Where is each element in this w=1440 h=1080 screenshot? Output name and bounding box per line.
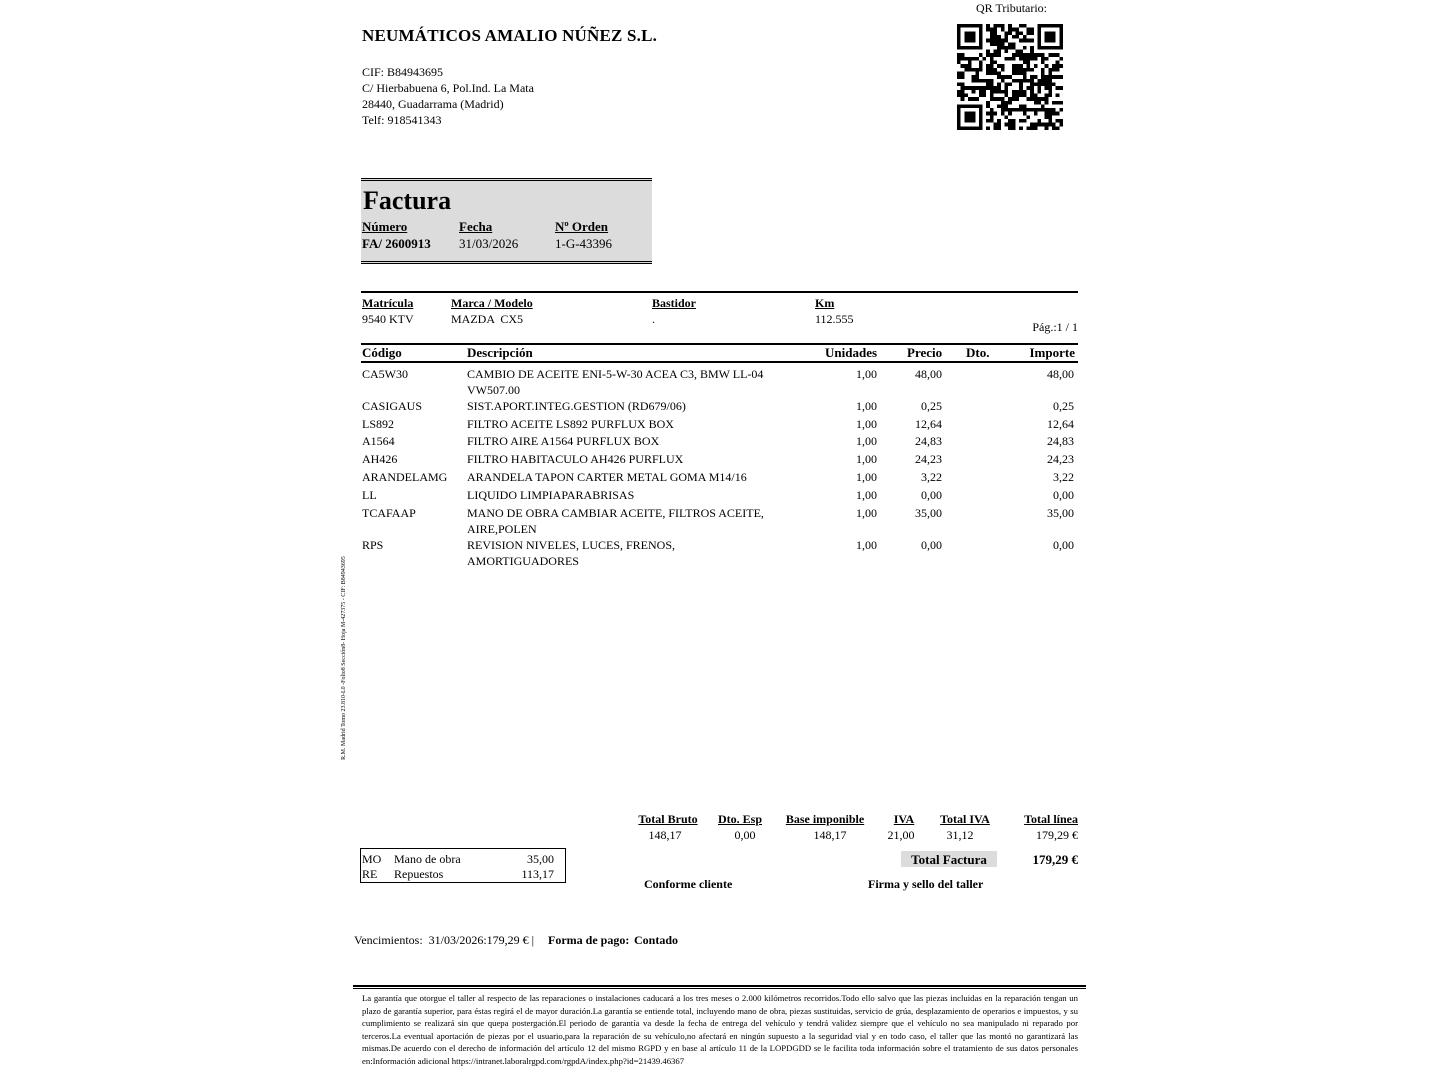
vat-total-label: Total IVA	[940, 812, 990, 826]
line-description: FILTRO AIRE A1564 PURFLUX BOX	[467, 434, 660, 448]
line-amount: 0,00	[1053, 488, 1074, 502]
legal-top-rule-2	[353, 988, 1086, 989]
vehicle-top-rule	[361, 291, 1078, 293]
breakdown-label: Mano de obra	[394, 852, 461, 866]
line-amount: 24,23	[1047, 452, 1074, 466]
due-dates: Vencimientos: 31/03/2026:179,29 € |	[354, 933, 535, 947]
line-price: 48,00	[915, 367, 942, 381]
line-code: RPS	[362, 538, 384, 552]
km-value: 112.555	[815, 312, 854, 326]
line-description: SIST.APORT.INTEG.GESTION (RD679/06)	[467, 399, 686, 413]
line-units: 1,00	[856, 367, 877, 381]
payment-method-label: Forma de pago:	[548, 933, 630, 947]
line-description: ARANDELA TAPON CARTER METAL GOMA M14/16	[467, 470, 747, 484]
invoice-number-label: Número	[362, 219, 408, 234]
line-units: 1,00	[856, 452, 877, 466]
gross-total-value: 148,17	[648, 828, 682, 842]
breakdown-value: 35,00	[527, 852, 554, 866]
page-indicator: Pág.:1 / 1	[1032, 320, 1078, 334]
invoice-date-label: Fecha	[459, 219, 493, 234]
client-signature-label: Conforme cliente	[644, 877, 733, 891]
company-cif: CIF: B84943695	[362, 65, 444, 79]
payment-method: Contado	[634, 933, 679, 947]
taxable-base-value: 148,17	[813, 828, 847, 842]
line-total-label: Total línea	[1024, 812, 1078, 826]
legal-terms: La garantía que otorgue el taller al respecto de las reparaciones o instalaciones caducará a los tres meses o 2.000 kilómetros recorridos.Todo ello salvo que las piezas incluidas en la reparación tengan un plazo de garantía superior, para éstas regirá el de mayor duración.La garantía se entiende total, incluyendo mano de obra, piezas sustituidas, servicio de grúa, desplazamiento de operarios e impuestos, y su cumplimiento se realizará sin que quepa postergación.El periodo de garantía va desde la fecha de entrega del vehículo y tendrá validez siempre que el vehículo no sea manipulado ni reparado por terceros.La eventual aportación de piezas por el usuario,para la reparación de su vehículo,no afectará en ningún supuesto a la seguridad vial y en todo caso, el taller que las montó no garantizará las mismas.De acuerdo con el derecho de información del artículo 12 del mismo RGPD y en base al artículo 11 de la LOPDGDD se le facilita toda información sobre el tratamiento de sus datos personales en:Información adicional https://intranet.laboralrgpd.com/rgpdA/index.php?id=21439.46367	[362, 993, 1078, 1066]
line-amount: 48,00	[1047, 367, 1074, 381]
line-price: 0,00	[921, 488, 942, 502]
invoice-number: FA/ 2600913	[362, 236, 431, 251]
company-address-line2: 28440, Guadarrama (Madrid)	[362, 97, 504, 111]
line-amount: 24,83	[1047, 434, 1074, 448]
line-code: CASIGAUS	[362, 399, 423, 413]
line-price: 12,64	[915, 417, 942, 431]
breakdown-code: MO	[362, 852, 382, 866]
plate-label: Matrícula	[362, 296, 414, 310]
company-info	[362, 64, 534, 128]
model-label: Marca / Modelo	[451, 296, 533, 310]
line-code: LL	[362, 488, 377, 502]
line-description: MANO DE OBRA CAMBIAR ACEITE, FILTROS ACEITE, AIRE,POLEN	[467, 506, 764, 536]
line-units: 1,00	[856, 506, 877, 520]
line-code: CA5W30	[362, 367, 408, 381]
line-price: 3,22	[921, 470, 942, 484]
line-units: 1,00	[856, 488, 877, 502]
line-description: FILTRO ACEITE LS892 PURFLUX BOX	[467, 417, 674, 431]
line-price: 24,83	[915, 434, 942, 448]
vat-value: 21,00	[887, 828, 915, 842]
line-code: TCAFAAP	[362, 506, 416, 520]
line-units: 1,00	[856, 538, 877, 552]
col-discount-header: Dto.	[966, 345, 990, 360]
taxable-base-label: Base imponible	[785, 812, 865, 826]
col-price-header: Precio	[907, 345, 943, 360]
line-description: REVISION NIVELES, LUCES, FRENOS, AMORTIGUADORES	[467, 538, 676, 568]
breakdown-label: Repuestos	[394, 867, 444, 881]
chassis-label: Bastidor	[652, 296, 697, 310]
line-amount: 12,64	[1047, 417, 1074, 431]
line-price: 0,25	[921, 399, 942, 413]
special-discount-value: 0,00	[734, 828, 756, 842]
invoice-date: 31/03/2026	[459, 236, 519, 251]
qr-code-image	[957, 24, 1063, 130]
workshop-signature-label: Firma y sello del taller	[868, 877, 984, 891]
breakdown-code: RE	[362, 867, 378, 881]
lines-header-rule	[361, 361, 1078, 363]
col-amount-header: Importe	[1029, 345, 1075, 360]
invoice-total-value: 179,29 €	[1032, 852, 1078, 867]
chassis-value: .	[652, 312, 655, 326]
line-amount: 35,00	[1047, 506, 1074, 520]
line-description: CAMBIO DE ACEITE ENI-5-W-30 ACEA C3, BMW LL-04 VW507.00	[467, 367, 764, 397]
qr-label: QR Tributario:	[976, 1, 1048, 15]
line-code: ARANDELAMG	[362, 470, 448, 484]
line-units: 1,00	[856, 399, 877, 413]
line-amount: 0,00	[1053, 538, 1074, 552]
vat-total-value: 31,12	[946, 828, 974, 842]
line-code: LS892	[362, 417, 395, 431]
line-amount: 3,22	[1053, 470, 1074, 484]
line-description: FILTRO HABITACULO AH426 PURFLUX	[467, 452, 684, 466]
line-amount: 0,25	[1053, 399, 1074, 413]
registry-side-text: R.M. Madrid Tomo 23.810-L0 -Folio8 Sección8- Hoja M-427375 - CIF: B84943695	[341, 556, 347, 760]
line-code: AH426	[362, 452, 398, 466]
company-phone: Telf: 918541343	[362, 113, 442, 127]
line-price: 35,00	[915, 506, 942, 520]
col-units-header: Unidades	[825, 345, 878, 360]
line-code: A1564	[362, 434, 395, 448]
line-units: 1,00	[856, 417, 877, 431]
vat-label: IVA	[893, 812, 915, 826]
km-label: Km	[815, 296, 835, 310]
line-units: 1,00	[856, 470, 877, 484]
invoice-order: 1-G-43396	[555, 236, 613, 251]
line-units: 1,00	[856, 434, 877, 448]
plate-value: 9540 KTV	[362, 312, 414, 326]
invoice-total-label: Total Factura	[911, 852, 987, 867]
col-description-header: Descripción	[467, 345, 533, 360]
line-description: LIQUIDO LIMPIAPARABRISAS	[467, 488, 635, 502]
line-price: 0,00	[921, 538, 942, 552]
invoice-title: Factura	[363, 186, 452, 215]
invoice-order-label: Nº Orden	[555, 219, 609, 234]
gross-total-label: Total Bruto	[638, 812, 698, 826]
breakdown-value: 113,17	[521, 867, 554, 881]
model-value: MAZDA CX5	[451, 312, 524, 326]
company-name: NEUMÁTICOS AMALIO NÚÑEZ S.L.	[362, 26, 658, 45]
legal-top-rule-1	[353, 985, 1086, 987]
company-address-line1: C/ Hierbabuena 6, Pol.Ind. La Mata	[362, 81, 534, 95]
line-total-value: 179,29 €	[1036, 828, 1078, 842]
special-discount-label: Dto. Esp	[717, 812, 762, 826]
line-price: 24,23	[915, 452, 942, 466]
col-code-header: Código	[362, 345, 402, 360]
